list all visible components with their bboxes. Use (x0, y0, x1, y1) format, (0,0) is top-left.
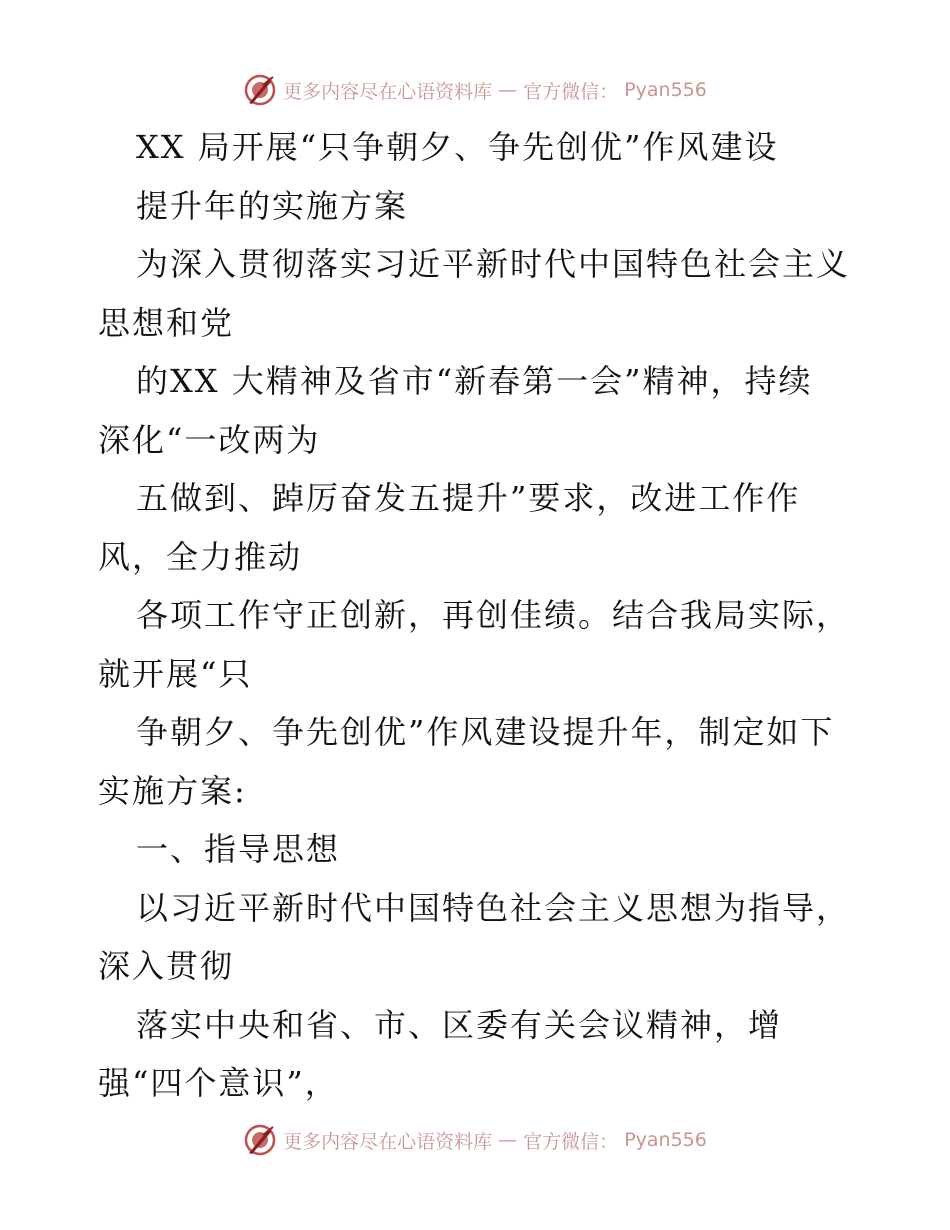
footer-watermark (0, 1120, 950, 1160)
document-body (98, 118, 858, 1113)
document-line: 风，全力推动 (98, 537, 303, 576)
document-line: 落实中央和省、市、区委有关会议精神，增 (136, 1005, 783, 1044)
watermark-label: 官方微信： (523, 1130, 619, 1153)
watermark-site-text: 更多内容尽在心语资料库 (283, 80, 493, 103)
document-line: 实施方案: (98, 771, 247, 810)
document-line: 提升年的实施方案 (136, 186, 409, 225)
watermark-dash: — (498, 79, 518, 101)
document-line: XX 局开展“只争朝夕、争先创优”作风建设 (136, 128, 779, 166)
document-line: 强“四个意识”， (98, 1064, 339, 1102)
document-line: 就开展“只 (98, 654, 253, 693)
document-line: 五做到、踔厉奋发五提升”要求，改进工作作 (136, 479, 801, 517)
watermark-dash: — (498, 1129, 518, 1151)
watermark-site-text: 更多内容尽在心语资料库 (283, 1130, 493, 1153)
document-line: 争朝夕、争先创优”作风建设提升年，制定如下 (136, 713, 835, 751)
quill-logo-icon (243, 73, 277, 107)
quill-logo-icon (243, 1123, 277, 1157)
document-line: 一、指导思想 (136, 830, 341, 868)
watermark-handle: Pyan556 (624, 79, 707, 101)
watermark-handle: Pyan556 (624, 1129, 707, 1151)
header-watermark (0, 70, 950, 110)
document-line: 的XX 大精神及省市“新春第一会”精神，持续 (136, 362, 813, 400)
document-line: 深化“一改两为 (98, 420, 321, 459)
document-line: 以习近平新时代中国特色社会主义思想为指导， (136, 888, 851, 927)
watermark-label: 官方微信： (523, 80, 619, 103)
document-line: 为深入贯彻落实习近平新时代中国特色社会主义 (136, 245, 851, 283)
document-line: 思想和党 (98, 303, 235, 342)
document-line: 各项工作守正创新，再创佳绩。结合我局实际， (136, 596, 851, 634)
document-line: 深入贯彻 (98, 947, 235, 985)
